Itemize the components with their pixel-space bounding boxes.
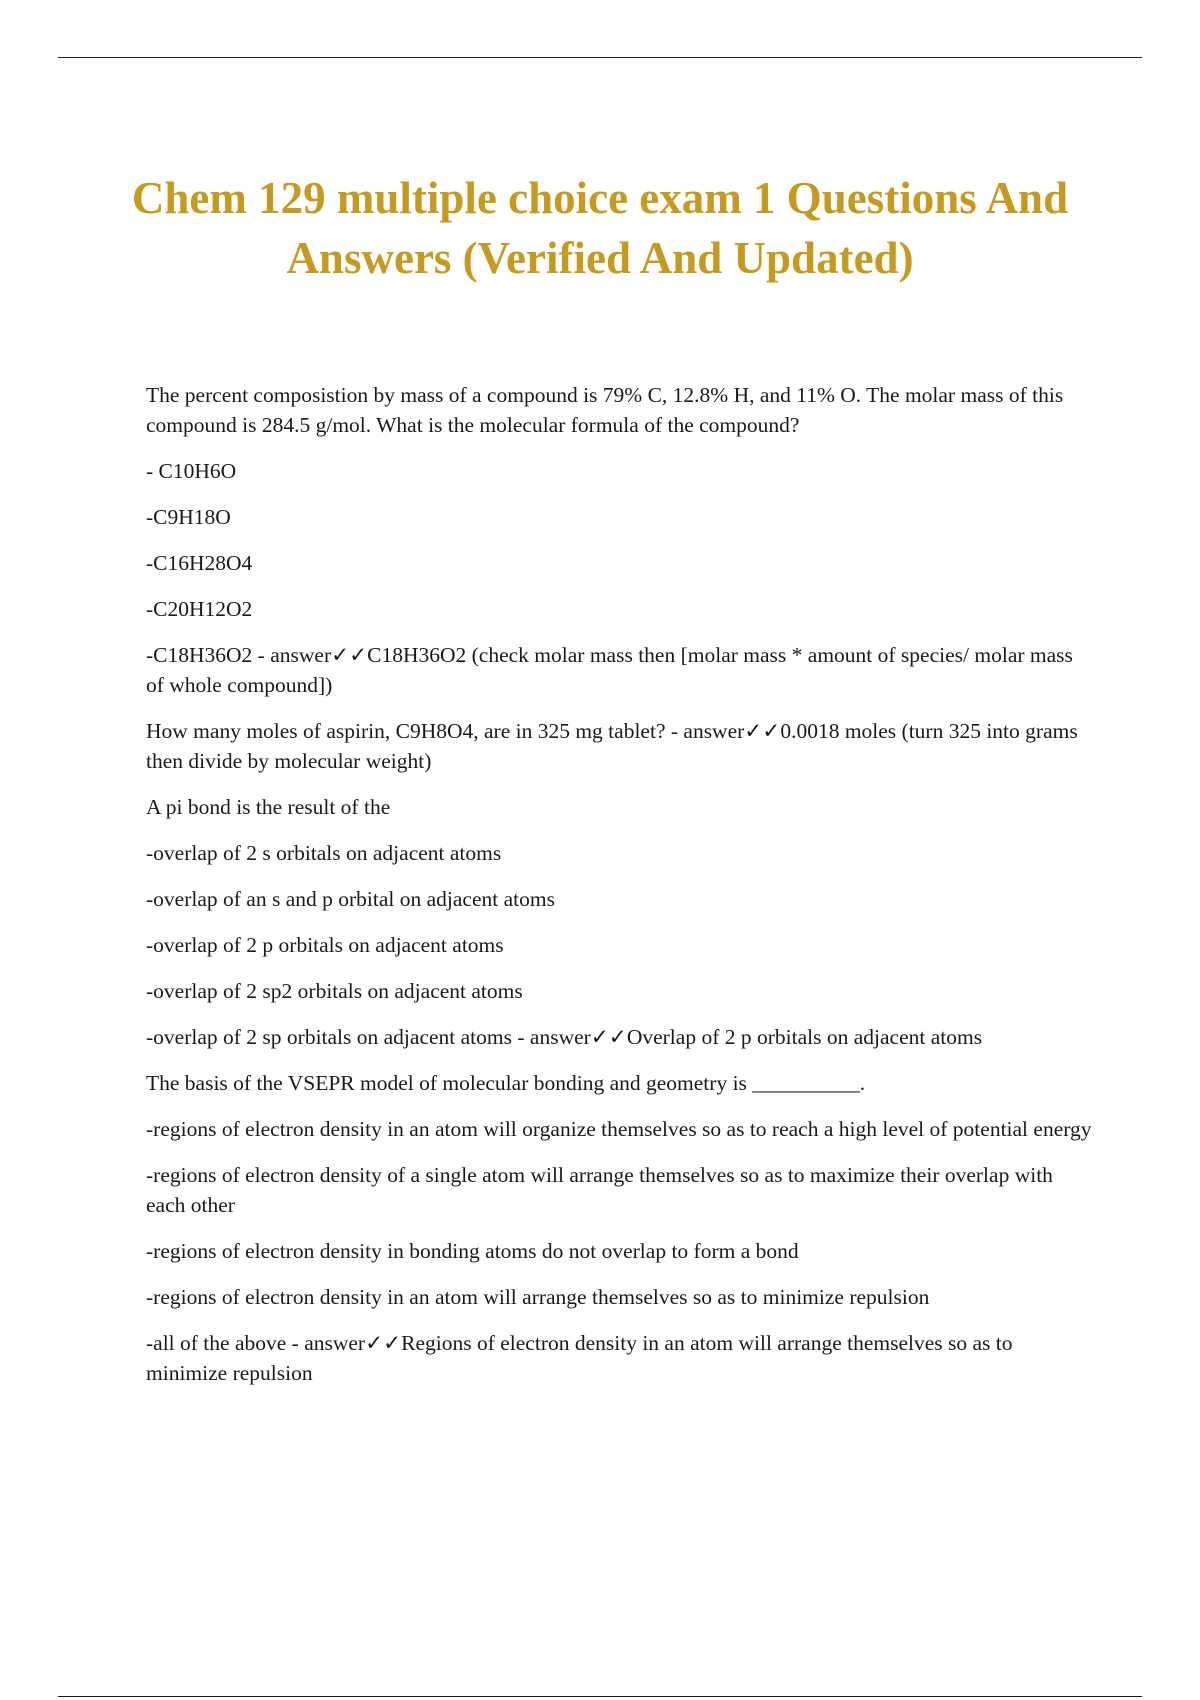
option-3e-answer: -overlap of 2 sp orbitals on adjacent atoms - answer✓✓Overlap of 2 p orbitals on adjacent atoms [146, 1025, 983, 1049]
option-1b: -C9H18O [146, 505, 231, 529]
option-3b: -overlap of an s and p orbital on adjacent atoms [146, 887, 555, 911]
option-4b: -regions of electron density of a single atom will arrange themselves so as to maximize their overlap with each other [146, 1163, 1053, 1217]
top-rule [58, 57, 1142, 58]
option-3d: -overlap of 2 sp2 orbitals on adjacent atoms [146, 979, 523, 1003]
question-3: A pi bond is the result of the [146, 795, 391, 819]
option-4a: -regions of electron density in an atom will organize themselves so as to reach a high level of potential energy [146, 1117, 1092, 1141]
option-1a: - C10H6O [146, 459, 237, 483]
option-1d: -C20H12O2 [146, 597, 253, 621]
question-2-answer: How many moles of aspirin, C9H8O4, are in 325 mg tablet? - answer✓✓0.0018 moles (turn 325 into grams then divide by molecular weight) [146, 719, 1078, 773]
option-3a: -overlap of 2 s orbitals on adjacent atoms [146, 841, 502, 865]
option-1c: -C16H28O4 [146, 551, 253, 575]
bottom-rule [58, 1696, 1142, 1697]
option-4c: -regions of electron density in bonding atoms do not overlap to form a bond [146, 1239, 799, 1263]
option-4d: -regions of electron density in an atom will arrange themselves so as to minimize repulsion [146, 1285, 930, 1309]
option-1e-answer: -C18H36O2 - answer✓✓C18H36O2 (check molar mass then [molar mass * amount of species/ molar mass of whole compound]) [146, 643, 1073, 697]
question-4: The basis of the VSEPR model of molecular bonding and geometry is __________. [146, 1071, 866, 1095]
question-1: The percent composistion by mass of a compound is 79% C, 12.8% H, and 11% O. The molar mass of this compound is 284.5 g/mol. What is the molecular formula of the compound? [146, 383, 1064, 437]
option-4e-answer: -all of the above - answer✓✓Regions of electron density in an atom will arrange themselves so as to minimize repulsion [146, 1331, 1013, 1385]
option-3c: -overlap of 2 p orbitals on adjacent atoms [146, 933, 504, 957]
document-body [146, 380, 1096, 1404]
document-title: Chem 129 multiple choice exam 1 Questions And Answers (Verified And Updated) [131, 173, 1069, 283]
